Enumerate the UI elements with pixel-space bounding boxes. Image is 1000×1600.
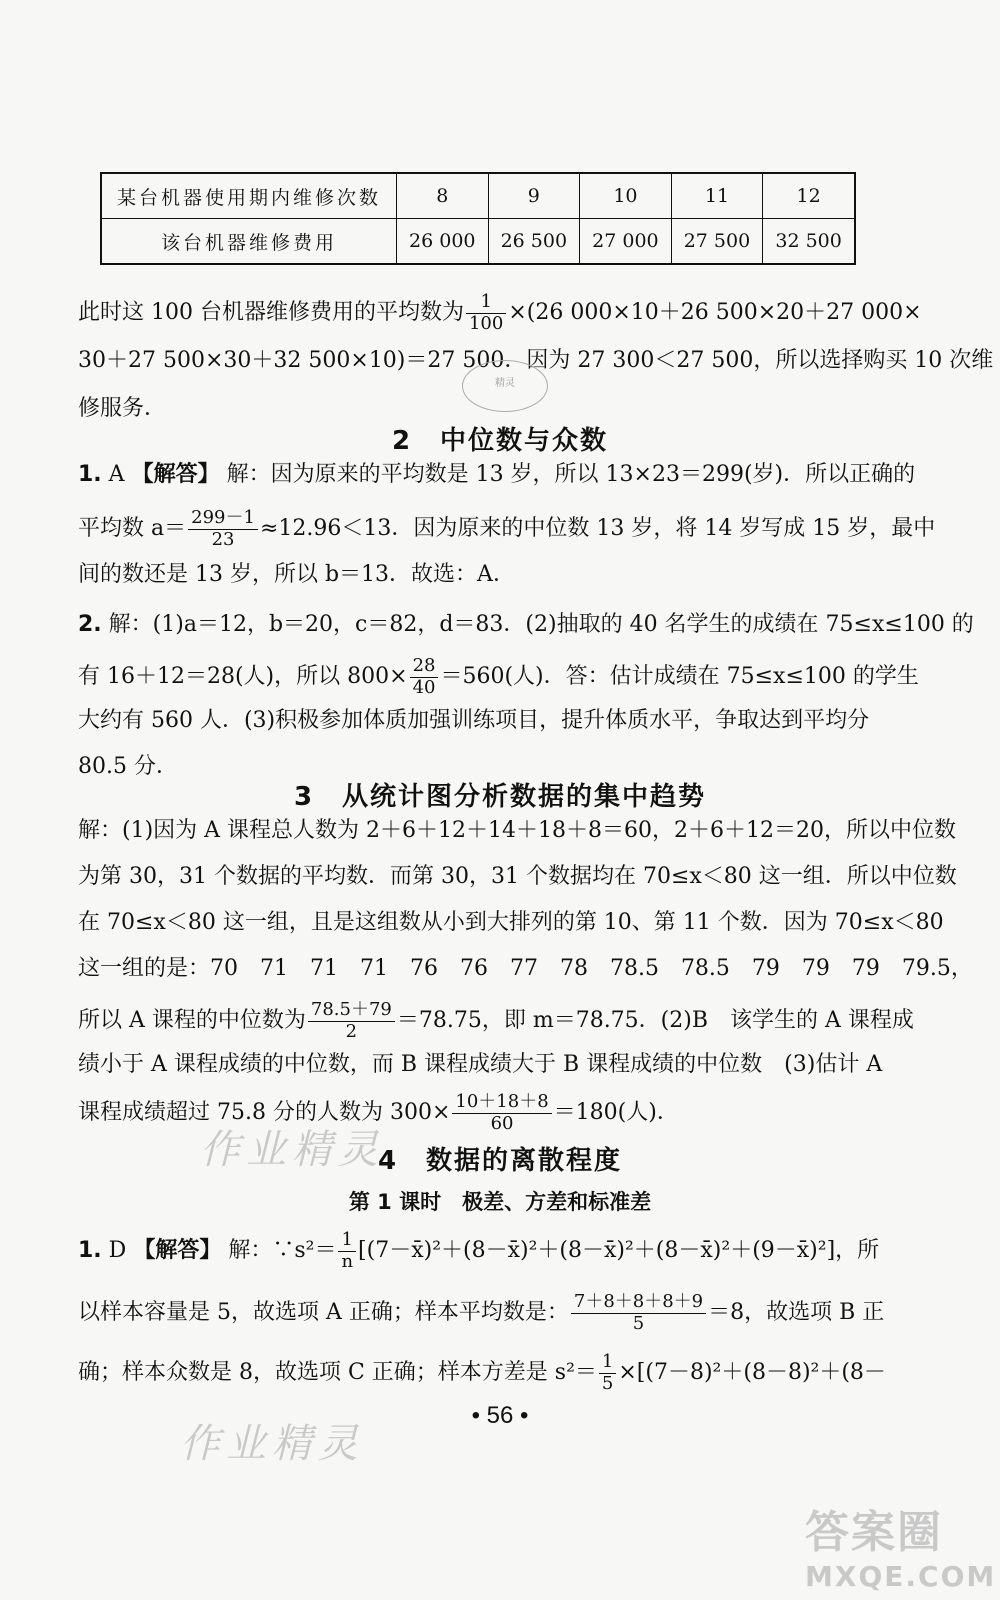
fraction xyxy=(338,1230,356,1272)
answer-tag: 【解答】 xyxy=(131,462,220,487)
fraction-numerator: 299－1 xyxy=(188,508,258,530)
text-run: ≈12.96＜13．因为原来的中位数 13 岁，将 14 岁写成 15 岁，最中 xyxy=(259,516,936,542)
text-line: 绩小于 A 课程成绩的中位数，而 B 课程成绩大于 B 课程成绩的中位数 (3)估计 A xyxy=(78,1052,883,1077)
text-run: 确；样本众数是 8，故选项 C 正确；样本方差是 s²＝ xyxy=(78,1360,597,1386)
text-line: 修服务． xyxy=(78,396,167,421)
text-line: 在 70≤x＜80 这一组，且是这组数从小到大排列的第 10、第 11 个数．因为 70≤x＜80 xyxy=(78,910,944,935)
text-line xyxy=(78,656,920,698)
text-run: 所以 A 课程的中位数为 xyxy=(78,1008,306,1034)
text-line: 这一组的是：70 71 71 71 76 76 77 78 78.5 78.5 79 79 79 79.5， xyxy=(78,956,973,981)
fraction xyxy=(452,1092,551,1134)
text-run: 解：(1)a＝12，b＝20，c＝82，d＝83．(2)抽取的 40 名学生的成绩在 75≤x≤100 的 xyxy=(108,612,974,637)
text-run: 解：因为原来的平均数是 13 岁，所以 13×23＝299(岁)．所以正确的 xyxy=(226,462,916,487)
watermark: 作业精灵 xyxy=(200,1127,384,1173)
table-cell: 11 xyxy=(671,173,763,219)
text-run: ×(26 000×10＋26 500×20＋27 000× xyxy=(508,300,922,326)
question-number: 1. xyxy=(78,462,102,487)
text-run: 解：∵s²＝ xyxy=(228,1238,337,1264)
answer-tag: 【解答】 xyxy=(133,1238,222,1264)
text-run: 平均数 a＝ xyxy=(78,516,187,542)
table-cell: 32 500 xyxy=(763,219,855,265)
fraction-denominator: 40 xyxy=(412,676,436,698)
text-run: 以样本容量是 5，故选项 A 正确；样本平均数是： xyxy=(78,1300,569,1326)
fraction-numerator: 7＋8＋8＋8＋9 xyxy=(571,1292,706,1314)
fraction-denominator: 100 xyxy=(468,312,504,334)
text-line xyxy=(78,292,920,334)
text-line xyxy=(78,612,974,638)
text-run: [(7－x̄)²＋(8－x̄)²＋(8－x̄)²＋(8－x̄)²＋(9－x̄)²]，所 xyxy=(358,1238,880,1264)
fraction-denominator: 23 xyxy=(211,528,235,550)
table-cell: 9 xyxy=(488,173,580,219)
fraction-denominator: 2 xyxy=(345,1020,358,1042)
fraction-numerator: 1 xyxy=(599,1352,616,1374)
text-run: 课程成绩超过 75.8 分的人数为 300× xyxy=(78,1100,451,1126)
fraction xyxy=(571,1292,706,1334)
question-number: 1. xyxy=(78,1238,102,1264)
text-line xyxy=(78,1000,920,1042)
fraction xyxy=(599,1352,616,1394)
text-line xyxy=(78,1292,920,1334)
text-line: 解：(1)因为 A 课程总人数为 2＋6＋12＋14＋18＋8＝60，2＋6＋12＝20，所以中位数 xyxy=(78,818,956,843)
table-cell: 26 500 xyxy=(488,219,580,265)
text-run: ＝78.75，即 m＝78.75．(2)B 该学生的 A 课程成 xyxy=(396,1008,914,1034)
text-line xyxy=(78,507,936,550)
fraction-denominator: 5 xyxy=(601,1372,614,1394)
text-line: 80.5 分． xyxy=(78,754,178,779)
logo-url: MXQE.COM xyxy=(805,1560,997,1593)
text-run: ＝180(人)． xyxy=(553,1100,679,1126)
corner-logo xyxy=(805,1496,996,1593)
table-cell: 27 000 xyxy=(580,219,672,265)
table-cell: 26 000 xyxy=(397,219,489,265)
table-cell: 8 xyxy=(397,173,489,219)
text-line xyxy=(78,462,920,488)
watermark: 作业精灵 xyxy=(180,1421,364,1467)
text-line: 大约有 560 人．(3)积极参加体质加强训练项目，提升体质水平，争取达到平均分 xyxy=(78,708,870,733)
fraction-numerator: 78.5＋79 xyxy=(308,1000,395,1022)
text-line xyxy=(78,1352,920,1394)
table-row xyxy=(101,219,855,265)
table-cell: 12 xyxy=(763,173,855,219)
answer-letter: A xyxy=(108,462,125,487)
subsection-heading: 第 1 课时 极差、方差和标准差 xyxy=(348,1190,652,1214)
fraction xyxy=(188,508,258,550)
text-run: ＝8，故选项 B 正 xyxy=(708,1300,885,1326)
fraction-numerator: 28 xyxy=(410,656,439,678)
text-run: 此时这 100 台机器维修费用的平均数为 xyxy=(78,300,464,326)
table-cell: 27 500 xyxy=(671,219,763,265)
fraction-denominator: 5 xyxy=(632,1312,645,1334)
stamp-mark: 精灵 xyxy=(462,360,548,412)
text-line: 为第 30，31 个数据的平均数．而第 30，31 个数据均在 70≤x＜80 这一组．所以中位数 xyxy=(78,864,957,889)
text-run: 有 16＋12＝28(人)，所以 800× xyxy=(78,664,408,690)
table-row-label: 该台机器维修费用 xyxy=(101,219,397,265)
text-run: ×[(7－8)²＋(8－8)²＋(8－ xyxy=(618,1360,886,1386)
text-line: 30＋27 500×30＋32 500×10)＝27 500．因为 27 300＜27 500，所以选择购买 10 次维 xyxy=(78,348,994,373)
fraction-numerator: 10＋18＋8 xyxy=(452,1092,551,1114)
repair-cost-table xyxy=(100,172,856,265)
table-row-label: 某台机器使用期内维修次数 xyxy=(101,173,397,219)
fraction xyxy=(410,656,439,698)
page-number: • 56 • xyxy=(471,1402,529,1429)
logo-text: 答案圈 xyxy=(805,1507,943,1558)
text-line: 间的数还是 13 岁，所以 b＝13．故选：A． xyxy=(78,562,515,587)
answer-letter: D xyxy=(108,1238,127,1264)
question-number: 2. xyxy=(78,612,102,637)
fraction-numerator: 1 xyxy=(338,1230,356,1252)
section-heading: 3 从统计图分析数据的集中趋势 xyxy=(293,782,707,812)
fraction-denominator: 60 xyxy=(490,1112,514,1134)
text-run: ＝560(人)．答：估计成绩在 75≤x≤100 的学生 xyxy=(440,664,919,690)
text-line xyxy=(78,1230,920,1272)
section-heading: 4 数据的离散程度 xyxy=(377,1146,623,1176)
fraction-numerator: 1 xyxy=(466,292,506,314)
fraction xyxy=(308,1000,395,1042)
fraction xyxy=(466,292,506,334)
section-heading: 2 中位数与众数 xyxy=(391,426,609,456)
table-row xyxy=(101,173,855,219)
table-cell: 10 xyxy=(580,173,672,219)
fraction-denominator: n xyxy=(341,1250,354,1272)
